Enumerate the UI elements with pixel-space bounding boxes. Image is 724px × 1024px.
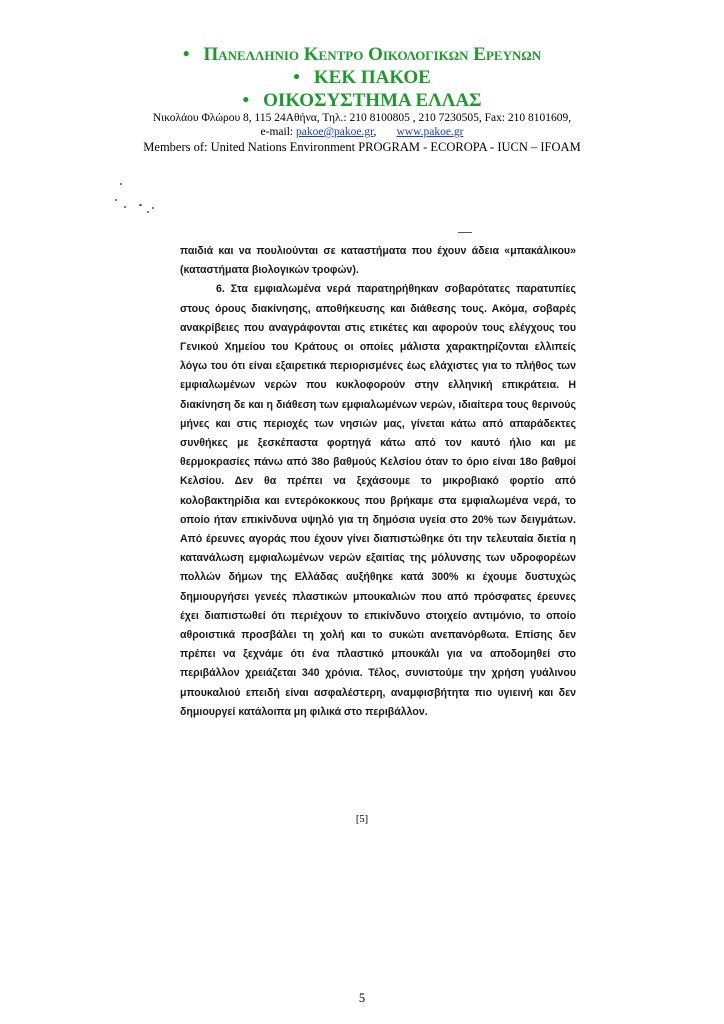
- scan-speck: [115, 199, 117, 201]
- website-link[interactable]: www.pakoe.gr: [396, 126, 464, 138]
- scan-speck: [124, 206, 126, 208]
- bullet-icon: •: [182, 44, 190, 65]
- scanned-text-block: [180, 242, 576, 722]
- org-name: Πανελληνιο Κεντρο Οικολογικων Ερευνων: [203, 44, 542, 65]
- org-short: ΚΕΚ ΠΑΚΟΕ: [313, 67, 431, 88]
- scan-speck: [152, 207, 154, 209]
- contact-links: e-mail: pakoe@pakoe.gr, www.pakoe.gr: [260, 126, 464, 138]
- page-number: 5: [358, 991, 366, 1005]
- bullet-icon: •: [293, 67, 300, 88]
- ecosystem-heading: [0, 90, 724, 112]
- org-short-heading: [0, 67, 724, 89]
- members-line: Members of: United Nations Environment PROGRAM - ECOROPA - IUCN – IFOAM: [143, 140, 581, 154]
- email-label: e-mail:: [260, 126, 294, 138]
- bullet-icon: •: [242, 90, 250, 111]
- scan-speck: [120, 183, 122, 185]
- ecosystem-name: ΟΙΚΟΣΥΣΤΗΜΑ ΕΛΛΑΣ: [263, 90, 482, 111]
- paragraph-1: παιδιά και να πουλιούνται σε καταστήματα που έχουν άδεια «μπακάλικου» (καταστήματα βιολογικών τροφών).: [180, 245, 576, 277]
- inner-page-reference: [5]: [355, 814, 369, 825]
- org-name-heading: [0, 44, 724, 66]
- email-link[interactable]: pakoe@pakoe.gr: [295, 126, 374, 138]
- address-line: Νικολάου Φλώρου 8, 115 24Αθήνα, Τηλ.: 210 8100805 , 210 7230505, Fax: 210 8101609,: [152, 112, 572, 124]
- paragraph-2: 6. Στα εμφιαλωμένα νερά παρατηρήθηκαν σοβαρότατες παρατυπίες στους όρους διακίνησης, αποθήκευσης και διάθεσης τους. Ακόμα, σοβαρές ανακρίβειες που αναγράφονται στις ετικέτες και αφορούν τους ελέγχους του Γενικού Χημείου του Κράτους οι οποίες μάλιστα χαρακτηρίζονται ελλιπείς λόγω του ότι είναι εξαιρετικά περιορισμένες έως ελάχιστες για το πλήθος των εμφιαλωμένων νερών που κυκλοφορούν στην ελληνική επικράτεια. Η διακίνηση δε και η διάθεση των εμφιαλωμένων νερών, ιδιαίτερα τους θερινούς μήνες και στις περιοχές των νησιών μας, γίνεται κάτω από απαράδεκτες συνθήκες με ξεσκέπαστα φορτηγά κάτω από τον καυτό ήλιο και με θερμοκρασίες πάνω από 38ο βαθμούς Κελσίου όταν το όριο είναι 18ο βαθμοί Κελσίου. Δεν θα πρέπει να ξεχάσουμε το μικροβιακό φορτίο από κολοβακτηρίδια και εντερόκοκκους που βρήκαμε στα εμφιαλωμένα νερά, το οποίο ήταν επικίνδυνα υψηλό για τη δημόσια υγεία στο 20% των δειγμάτων. Από έρευνες αγοράς που έχουν γίνει διαπιστώθηκε ότι την τελευταία διετία η κατανάλωση εμφιαλωμένων νερών εξαιτίας της μόλυνσης των υδροφορέων πολλών δήμων της Ελλάδας αυξήθηκε κατά 300% κι έχουμε δυστυχώς δημιουργήσει γενεές πλαστικών μπουκαλιών που από πρόσφατες έρευνες έχει διαπιστωθεί ότι περιέχουν το επικίνδυνο στοιχείο αντιμόνιο, το οποίο αθροιστικά προσβάλει τη χολή και το συκώτι ανεπανόρθωτα. Επίσης δεν πρέπει να ξεχνάμε ότι ένα πλαστικό μπουκάλι για να αποδομηθεί στο περιβάλλον χρειάζεται 340 χρόνια. Τέλος, συνιστούμε την χρήση γυάλινου μπουκαλιού επειδή είναι ασφαλέστερη, αναμφισβήτητα πιο υγιεινή και δεν δημιουργεί κατάλοιπα μη φιλικά στο περιβάλλον.: [180, 283, 576, 718]
- scan-speck: [458, 232, 472, 233]
- scan-speck: [139, 204, 142, 206]
- scan-speck: [147, 211, 149, 213]
